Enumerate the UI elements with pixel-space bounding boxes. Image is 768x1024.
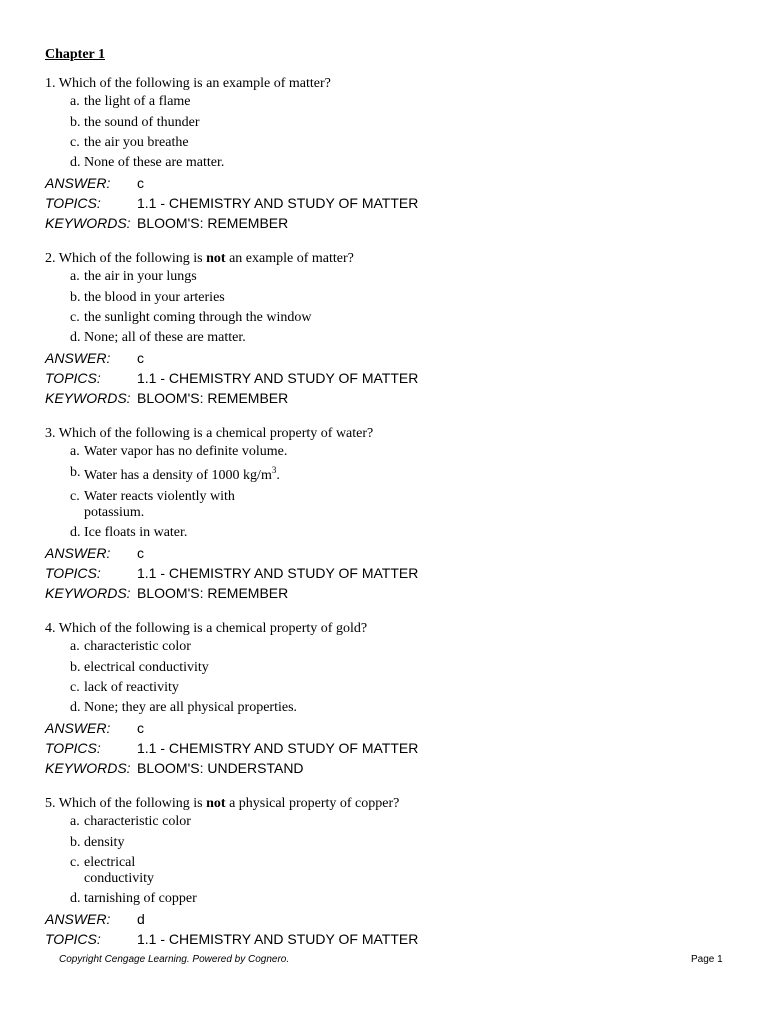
question-number: 5. — [45, 796, 56, 811]
option-text-line-1: electrical — [84, 855, 136, 870]
keywords-label: KEYWORDS: — [45, 215, 131, 231]
question-text-emphasis: not — [206, 251, 226, 266]
option-letter: c. — [70, 310, 80, 325]
option-text: electrical conductivity — [84, 660, 209, 675]
keywords-value: BLOOM'S: REMEMBER — [137, 585, 289, 601]
question-text: Which of the following is a chemical property of water? — [58, 426, 374, 441]
question-text-before: Which of the following is — [58, 796, 203, 811]
option-text: Water vapor has no definite volume. — [84, 444, 288, 459]
question-text: Which of the following is an example of matter? — [58, 76, 331, 91]
option-text-line-2: potassium. — [84, 505, 145, 520]
question-text-emphasis: not — [206, 796, 226, 811]
option-letter: b. — [70, 115, 81, 130]
option-text: None; they are all physical properties. — [84, 700, 298, 715]
answer-label: ANSWER: — [45, 350, 111, 366]
option-text: characteristic color — [84, 639, 191, 654]
option-letter: d. — [70, 525, 81, 540]
question-text-before: Which of the following is — [58, 251, 203, 266]
topics-value: 1.1 - CHEMISTRY AND STUDY OF MATTER — [137, 931, 419, 947]
option-text: density — [84, 835, 125, 850]
option-letter: d. — [70, 700, 81, 715]
topics-value: 1.1 - CHEMISTRY AND STUDY OF MATTER — [137, 195, 419, 211]
option-letter: d. — [70, 891, 81, 906]
keywords-label: KEYWORDS: — [45, 760, 131, 776]
topics-label: TOPICS: — [45, 931, 101, 947]
keywords-value: BLOOM'S: REMEMBER — [137, 390, 289, 406]
keywords-label: KEYWORDS: — [45, 390, 131, 406]
question-number: 1. — [45, 76, 56, 91]
option-letter: a. — [70, 94, 80, 109]
option-letter: c. — [70, 135, 80, 150]
question-number: 3. — [45, 426, 56, 441]
answer-label: ANSWER: — [45, 911, 111, 927]
question-number: 4. — [45, 621, 56, 636]
question-text: Which of the following is a chemical property of gold? — [58, 621, 368, 636]
option-letter: a. — [70, 639, 80, 654]
option-text: the light of a flame — [84, 94, 191, 109]
topics-label: TOPICS: — [45, 195, 101, 211]
option-letter: b. — [70, 660, 81, 675]
topics-value: 1.1 - CHEMISTRY AND STUDY OF MATTER — [137, 740, 419, 756]
answer-value: c — [137, 350, 144, 366]
topics-value: 1.1 - CHEMISTRY AND STUDY OF MATTER — [137, 565, 419, 581]
option-letter: b. — [70, 290, 81, 305]
question-1-stem — [45, 75, 331, 92]
keywords-label: KEYWORDS: — [45, 585, 131, 601]
question-2-stem — [45, 250, 354, 267]
keywords-value: BLOOM'S: UNDERSTAND — [137, 760, 304, 776]
option-text: the air you breathe — [84, 135, 189, 150]
answer-value: c — [137, 175, 144, 191]
option-text: Water has a density of 1000 $kg/m^3$. — [84, 465, 280, 483]
option-letter: a. — [70, 444, 80, 459]
topics-label: TOPICS: — [45, 740, 101, 756]
topics-label: TOPICS: — [45, 370, 101, 386]
page-number: Page 1 — [691, 954, 723, 965]
answer-label: ANSWER: — [45, 720, 111, 736]
answer-value: d — [137, 911, 145, 927]
option-text: the air in your lungs — [84, 269, 197, 284]
question-5-stem — [45, 795, 399, 812]
option-text: tarnishing of copper — [84, 891, 197, 906]
answer-value: c — [137, 545, 144, 561]
option-text: Ice floats in water. — [84, 525, 188, 540]
option-text: None; all of these are matter. — [84, 330, 246, 345]
answer-value: c — [137, 720, 144, 736]
option-letter: c. — [70, 855, 80, 870]
superscript: 3 — [271, 465, 277, 475]
question-text-after: a physical property of copper? — [229, 796, 400, 811]
option-letter: d. — [70, 155, 81, 170]
option-letter: c. — [70, 489, 80, 504]
option-letter: d. — [70, 330, 81, 345]
option-letter: b. — [70, 465, 81, 480]
option-text: None of these are matter. — [84, 155, 225, 170]
question-3-stem — [45, 425, 373, 442]
question-number: 2. — [45, 251, 56, 266]
option-text: the sunlight coming through the window — [84, 310, 312, 325]
option-letter: b. — [70, 835, 81, 850]
option-text-line-2: conductivity — [84, 871, 154, 886]
answer-label: ANSWER: — [45, 545, 111, 561]
option-text: characteristic color — [84, 814, 191, 829]
chapter-title: Chapter 1 — [45, 47, 106, 62]
answer-label: ANSWER: — [45, 175, 111, 191]
option-letter: a. — [70, 269, 80, 284]
question-text-after: an example of matter? — [229, 251, 354, 266]
option-text-line-1: Water reacts violently with — [84, 489, 235, 504]
topics-label: TOPICS: — [45, 565, 101, 581]
option-text: the sound of thunder — [84, 115, 200, 130]
option-text: lack of reactivity — [84, 680, 179, 695]
option-letter: c. — [70, 680, 80, 695]
keywords-value: BLOOM'S: REMEMBER — [137, 215, 289, 231]
topics-value: 1.1 - CHEMISTRY AND STUDY OF MATTER — [137, 370, 419, 386]
option-letter: a. — [70, 814, 80, 829]
question-4-stem — [45, 620, 367, 637]
option-text: the blood in your arteries — [84, 290, 225, 305]
footer-copyright: Copyright Cengage Learning. Powered by Cognero. — [59, 954, 290, 965]
